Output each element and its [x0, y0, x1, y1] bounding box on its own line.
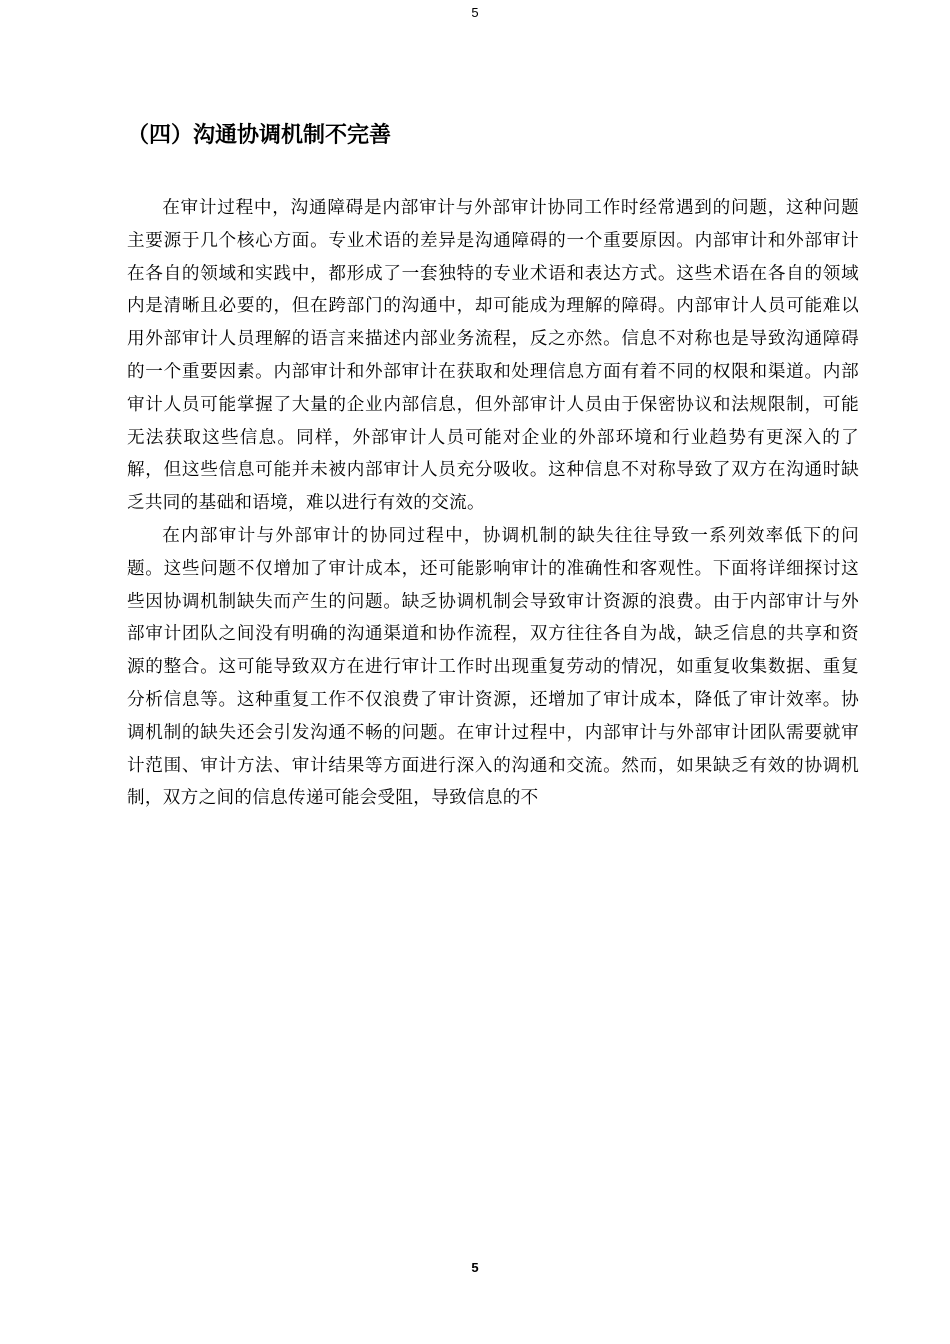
body-text	[127, 192, 859, 815]
paragraph: 在审计过程中，沟通障碍是内部审计与外部审计协同工作时经常遇到的问题，这种问题主要源于几个核心方面。专业术语的差异是沟通障碍的一个重要原因。内部审计和外部审计在各自的领域和实践中，都形成了一套独特的专业术语和表达方式。这些术语在各自的领域内是清晰且必要的，但在跨部门的沟通中，却可能成为理解的障碍。内部审计人员可能难以用外部审计人员理解的语言来描述内部业务流程，反之亦然。信息不对称也是导致沟通障碍的一个重要因素。内部审计和外部审计在获取和处理信息方面有着不同的权限和渠道。内部审计人员可能掌握了大量的企业内部信息，但外部审计人员由于保密协议和法规限制，可能无法获取这些信息。同样，外部审计人员可能对企业的外部环境和行业趋势有更深入的了解，但这些信息可能并未被内部审计人员充分吸收。这种信息不对称导致了双方在沟通时缺乏共同的基础和语境，难以进行有效的交流。	[127, 198, 859, 514]
paragraph: 在内部审计与外部审计的协同过程中，协调机制的缺失往往导致一系列效率低下的问题。这些问题不仅增加了审计成本，还可能影响审计的准确性和客观性。下面将详细探讨这些因协调机制缺失而产生的问题。缺乏协调机制会导致审计资源的浪费。由于内部审计与外部审计团队之间没有明确的沟通渠道和协作流程，双方往往各自为战，缺乏信息的共享和资源的整合。这可能导致双方在进行审计工作时出现重复劳动的情况，如重复收集数据、重复分析信息等。这种重复工作不仅浪费了审计资源，还增加了审计成本，降低了审计效率。协调机制的缺失还会引发沟通不畅的问题。在审计过程中，内部审计与外部审计团队需要就审计范围、审计方法、审计结果等方面进行深入的沟通和交流。然而，如果缺乏有效的协调机制，双方之间的信息传递可能会受阻，导致信息的不	[127, 525, 859, 809]
page-number-top: 5	[471, 5, 479, 20]
section-heading: （四）沟通协调机制不完善	[127, 123, 392, 148]
page-number-bottom: 5	[471, 1260, 479, 1275]
